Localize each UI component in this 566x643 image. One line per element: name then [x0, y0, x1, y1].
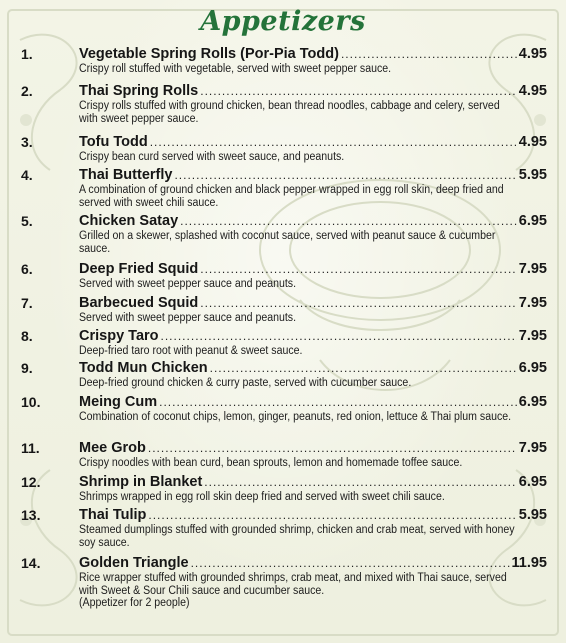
- item-description: Deep-fried ground chicken & curry paste, served with cucumber sauce.: [79, 377, 412, 389]
- item-name: Golden Triangle: [79, 555, 189, 571]
- item-description: Deep-fried taro root with peanut & sweet sauce.: [79, 345, 303, 357]
- menu-item: [0, 82, 566, 133]
- menu-item: [0, 133, 566, 166]
- item-description: Rice wrapper stuffed with grounded shrimps, crab meat, and mixed with Thai sauce, served with Sweet & Sour Chili sauce and cucumber sauce.: [79, 572, 507, 597]
- menu-item: [0, 506, 566, 554]
- item-description: Crispy rolls stuffed with ground chicken, bean thread noodles, cabbage and celery, served with sweet pepper sauce.: [79, 100, 500, 125]
- dot-leader: [180, 212, 517, 230]
- item-description: Grilled on a skewer, splashed with coconut sauce, served with peanut sauce & cucumber sauce.: [79, 230, 496, 255]
- item-name: Barbecued Squid: [79, 295, 199, 311]
- item-number: 8.: [21, 328, 33, 344]
- dot-leader: [200, 294, 517, 312]
- item-description: Crispy roll stuffed with vegetable, served with sweet pepper sauce.: [79, 63, 392, 75]
- item-name: Thai Butterfly: [79, 167, 173, 183]
- item-name: Meing Cum: [79, 394, 158, 410]
- item-name: Crispy Taro: [79, 328, 159, 344]
- item-number: 12.: [21, 474, 41, 490]
- item-number: 11.: [21, 440, 40, 456]
- item-row: [79, 166, 547, 184]
- item-row: [79, 359, 547, 377]
- dot-leader: [191, 554, 510, 572]
- item-description: Steamed dumplings stuffed with grounded shrimp, chicken and crab meat, served with honey soy sauce.: [79, 524, 515, 549]
- item-name: Thai Tulip: [79, 507, 147, 523]
- item-number: 6.: [21, 261, 33, 277]
- item-price: 5.95: [518, 507, 547, 523]
- item-name: Thai Spring Rolls: [79, 83, 199, 99]
- menu-item: [0, 212, 566, 260]
- item-number: 9.: [21, 360, 33, 376]
- appetizer-list: [0, 45, 566, 614]
- dot-leader: [150, 133, 517, 151]
- item-description: Served with sweet pepper sauce and peanuts.: [79, 312, 297, 324]
- item-name: Shrimp in Blanket: [79, 474, 203, 490]
- item-row: [79, 294, 547, 312]
- dot-leader: [210, 359, 517, 377]
- item-row: [79, 45, 547, 63]
- item-price: 4.95: [518, 46, 547, 62]
- dot-leader: [159, 393, 517, 411]
- item-row: [79, 260, 547, 278]
- section-title: Appetizers: [200, 6, 366, 37]
- item-name: Vegetable Spring Rolls (Por-Pia Todd): [79, 46, 339, 62]
- item-price: 7.95: [518, 261, 547, 277]
- item-price: 7.95: [518, 295, 547, 311]
- item-price: 4.95: [518, 134, 547, 150]
- menu-item: [0, 45, 566, 82]
- menu-item: [0, 554, 566, 614]
- item-number: 13.: [21, 507, 41, 523]
- item-number: 1.: [21, 46, 33, 62]
- menu-item: [0, 393, 566, 439]
- item-number: 5.: [21, 213, 33, 229]
- menu-item: [0, 359, 566, 393]
- item-row: [79, 439, 547, 457]
- item-price: 6.95: [518, 394, 547, 410]
- dot-leader: [341, 45, 517, 63]
- menu-item: [0, 260, 566, 294]
- menu-item: [0, 473, 566, 506]
- item-row: [79, 133, 547, 151]
- menu-item: [0, 166, 566, 212]
- item-description: A combination of ground chicken and black pepper wrapped in egg roll skin, deep fried and served with sweet chili sauce.: [79, 184, 504, 209]
- item-price: 6.95: [518, 360, 547, 376]
- item-description: Served with sweet pepper sauce and peanuts.: [79, 278, 297, 290]
- dot-leader: [148, 439, 517, 457]
- item-name: Todd Mun Chicken: [79, 360, 208, 376]
- item-row: [79, 393, 547, 411]
- item-price: 4.95: [518, 83, 547, 99]
- menu-item: [0, 294, 566, 327]
- item-row: [79, 554, 547, 572]
- item-number: 7.: [21, 295, 33, 311]
- item-number: 10.: [21, 394, 41, 410]
- dot-leader: [161, 327, 517, 345]
- item-row: [79, 506, 547, 524]
- dot-leader: [148, 506, 516, 524]
- item-description: Shrimps wrapped in egg roll skin deep fried and served with sweet chili sauce.: [79, 491, 445, 503]
- item-name: Tofu Todd: [79, 134, 148, 150]
- item-number: 4.: [21, 167, 33, 183]
- item-row: [79, 212, 547, 230]
- item-description: Crispy noodles with bean curd, bean sprouts, lemon and homemade toffee sauce.: [79, 457, 463, 469]
- item-price: 6.95: [518, 213, 547, 229]
- item-name: Deep Fried Squid: [79, 261, 199, 277]
- menu-item: [0, 327, 566, 359]
- item-description: Combination of coconut chips, lemon, ginger, peanuts, red onion, lettuce & Thai plum sauce.: [79, 411, 512, 423]
- item-number: 3.: [21, 134, 33, 150]
- dot-leader: [200, 260, 517, 278]
- item-name: Mee Grob: [79, 440, 146, 456]
- dot-leader: [204, 473, 516, 491]
- item-row: [79, 82, 547, 100]
- item-description: Crispy bean curd served with sweet sauce, and peanuts.: [79, 151, 345, 163]
- item-number: 2.: [21, 83, 33, 99]
- item-row: [79, 473, 547, 491]
- item-price: 7.95: [518, 440, 547, 456]
- item-price: 6.95: [518, 474, 547, 490]
- dot-leader: [200, 82, 517, 100]
- item-row: [79, 327, 547, 345]
- item-name: Chicken Satay: [79, 213, 179, 229]
- item-number: 14.: [21, 555, 41, 571]
- item-price: 5.95: [518, 167, 547, 183]
- menu-item: [0, 439, 566, 473]
- item-price: 7.95: [518, 328, 547, 344]
- item-price: 11.95: [511, 555, 547, 571]
- item-note: (Appetizer for 2 people): [79, 597, 190, 609]
- dot-leader: [174, 166, 516, 184]
